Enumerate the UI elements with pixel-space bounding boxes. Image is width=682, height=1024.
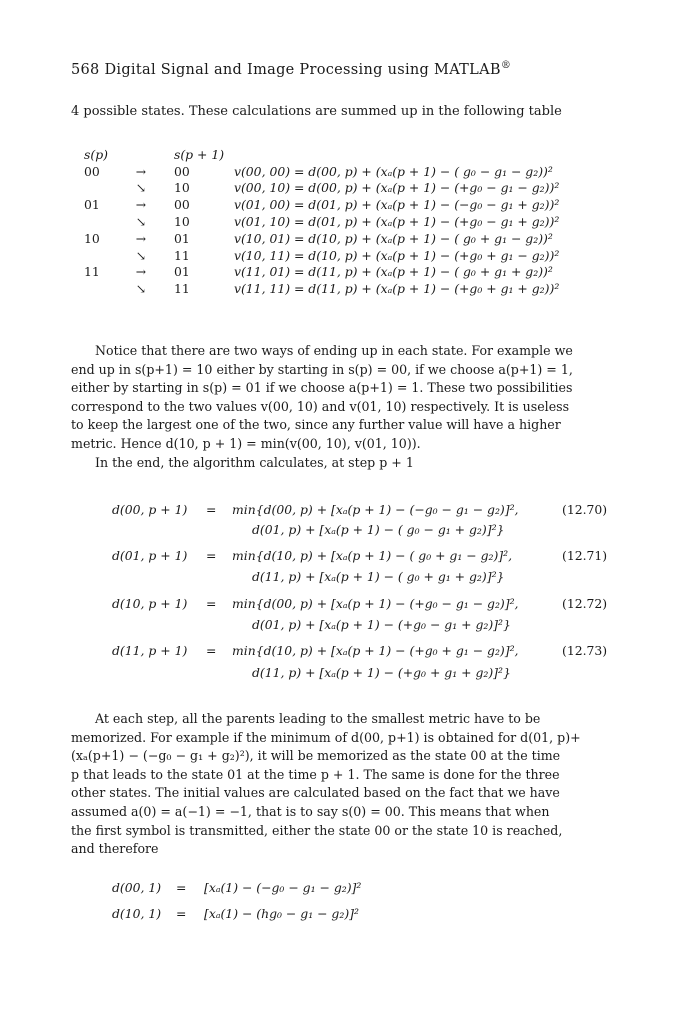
table-row (84, 180, 565, 197)
header-title: 568 Digital Signal and Image Processing using MATLAB (71, 61, 501, 78)
text-line: to keep the largest one of the two, since any further value will have a higher (71, 417, 561, 433)
header-next-state: s(p + 1) (173, 146, 225, 162)
arrow-down-right-icon: ↘ (135, 281, 147, 297)
equation-lhs: d(10, p + 1) (112, 596, 188, 611)
text-line: correspond to the two values v(00, 10) and v(01, 10) respectively. It is useless (71, 398, 570, 414)
current-state: 10 (84, 230, 100, 246)
next-state: 01 (173, 230, 190, 246)
text-line: Notice that there are two ways of ending up in each state. For example we (95, 343, 573, 358)
paragraph-parents (71, 710, 611, 859)
equation-number: (12.72) (562, 596, 608, 611)
current-state (84, 180, 114, 197)
table-row (84, 163, 565, 180)
initial-eq-lhs: d(10, 1) (112, 906, 162, 921)
header-current-state: s(p) (84, 146, 108, 162)
metric-formula: v(01, 10) = d(01, p) + (xₐ(p + 1) − (+g₀ − g₁ + g₂))² (233, 214, 560, 230)
metric-formula: v(00, 10) = d(00, p) + (xₐ(p + 1) − (+g₀ − g₁ − g₂))² (233, 180, 560, 196)
initial-eq-lhs: d(00, 1) (112, 880, 162, 895)
equation-lhs: d(11, p + 1) (112, 643, 188, 658)
equation-rhs-line2: d(01, p) + [xₐ(p + 1) − (+g₀ − g₁ + g₂)]²} (252, 617, 511, 632)
intro-sentence: 4 possible states. These calculations are summed up in the following table (71, 104, 562, 119)
metric-formula: v(10, 11) = d(10, p) + (xₐ(p + 1) − (+g₀ + g₁ − g₂))² (233, 247, 560, 263)
equals-sign: = (176, 880, 187, 895)
equation-rhs-line1: min{d(10, p) + [xₐ(p + 1) − (+g₀ + g₁ − g₂)]², (232, 643, 519, 658)
table-row (84, 280, 565, 297)
current-state: 00 (84, 163, 100, 179)
paragraph-notice (71, 342, 611, 472)
equals-sign: = (176, 906, 187, 921)
arrow-down-right-icon: ↘ (135, 214, 147, 230)
current-state (84, 247, 114, 264)
equals-sign: = (206, 502, 217, 517)
next-state: 11 (173, 247, 190, 263)
arrow-right-icon: → (135, 163, 147, 179)
text-line: end up in s(p+1) = 10 either by starting in s(p) = 00, if we choose a(p+1) = 1, (71, 361, 573, 377)
current-state: 01 (84, 197, 100, 213)
equation-rhs-line2: d(11, p) + [xₐ(p + 1) − (+g₀ + g₁ + g₂)]²} (252, 665, 511, 680)
equation-lhs: d(00, p + 1) (112, 502, 188, 517)
arrow-down-right-icon: ↘ (135, 247, 147, 263)
text-line: At each step, all the parents leading to the smallest metric have to be (95, 711, 541, 726)
arrow-down-right-icon: ↘ (135, 180, 147, 196)
equation-rhs-line2: d(01, p) + [xₐ(p + 1) − ( g₀ − g₁ + g₂)]²} (252, 522, 505, 537)
text-line: memorized. For example if the minimum of d(00, p+1) is obtained for d(01, p)+ (71, 729, 581, 745)
text-line: assumed a(0) = a(−1) = −1, that is to say s(0) = 00. This means that when (71, 803, 550, 819)
equation-rhs-line2: d(11, p) + [xₐ(p + 1) − ( g₀ + g₁ + g₂)]²} (252, 569, 505, 584)
arrow-right-icon: → (135, 264, 147, 280)
text-line: metric. Hence d(10, p + 1) = min(v(00, 10), v(01, 10)). (71, 435, 421, 451)
equation-rhs-line1: min{d(00, p) + [xₐ(p + 1) − (+g₀ − g₁ − g₂)]², (232, 596, 519, 611)
current-state (84, 213, 114, 230)
equals-sign: = (206, 548, 217, 563)
equation-rhs-line1: min{d(00, p) + [xₐ(p + 1) − (−g₀ − g₁ − g₂)]², (232, 502, 519, 517)
next-state: 10 (173, 214, 190, 230)
next-state: 11 (173, 281, 190, 297)
table-row (84, 247, 565, 264)
state-transition-table (84, 146, 565, 297)
current-state (84, 280, 114, 297)
header-arrow (114, 146, 174, 163)
equation-number: (12.71) (562, 548, 608, 563)
equation-number: (12.70) (562, 502, 608, 517)
metric-formula: v(01, 00) = d(01, p) + (xₐ(p + 1) − (−g₀ − g₁ + g₂))² (233, 197, 560, 213)
metric-formula: v(10, 01) = d(10, p) + (xₐ(p + 1) − ( g₀ + g₁ − g₂))² (233, 230, 553, 246)
equals-sign: = (206, 596, 217, 611)
metric-formula: v(11, 01) = d(11, p) + (xₐ(p + 1) − ( g₀ + g₁ + g₂))² (233, 264, 553, 280)
table-row (84, 196, 565, 213)
metric-formula: v(11, 11) = d(11, p) + (xₐ(p + 1) − (+g₀ + g₁ + g₂))² (233, 281, 560, 297)
next-state: 01 (173, 264, 190, 280)
next-state: 00 (173, 163, 190, 179)
equals-sign: = (206, 643, 217, 658)
equation-lhs: d(01, p + 1) (112, 548, 188, 563)
text-line: other states. The initial values are calculated based on the fact that we have (71, 785, 560, 801)
equation-rhs-line1: min{d(10, p) + [xₐ(p + 1) − ( g₀ + g₁ − g₂)]², (232, 548, 513, 563)
header-metric (234, 146, 565, 163)
equation-number: (12.73) (562, 643, 608, 658)
text-line: the first symbol is transmitted, either the state 00 or the state 10 is reached, (71, 822, 563, 838)
text-line: p that leads to the state 01 at the time p + 1. The same is done for the three (71, 766, 560, 782)
initial-eq-rhs: [xₐ(1) − (hg₀ − g₁ − g₂)]² (204, 906, 359, 921)
text-line: either by starting in s(p) = 01 if we choose a(p+1) = 1. These two possibilities (71, 380, 573, 396)
text-line: (xₐ(p+1) − (−g₀ − g₁ + g₂)²), it will be memorized as the state 00 at the time (71, 748, 561, 764)
text-line: and therefore (71, 841, 159, 857)
initial-eq-rhs: [xₐ(1) − (−g₀ − g₁ − g₂)]² (204, 880, 362, 895)
text-line: In the end, the algorithm calculates, at step p + 1 (95, 454, 414, 470)
table-row (84, 213, 565, 230)
next-state: 10 (173, 180, 190, 196)
registered-mark: ® (500, 60, 512, 71)
table-row (84, 230, 565, 247)
running-header (71, 60, 511, 78)
arrow-right-icon: → (135, 197, 147, 213)
current-state: 11 (84, 264, 100, 280)
next-state: 00 (173, 197, 190, 213)
table-header-row (84, 146, 565, 163)
table-row (84, 264, 565, 281)
arrow-right-icon: → (135, 230, 147, 246)
metric-formula: v(00, 00) = d(00, p) + (xₐ(p + 1) − ( g₀ − g₁ − g₂))² (233, 163, 553, 179)
